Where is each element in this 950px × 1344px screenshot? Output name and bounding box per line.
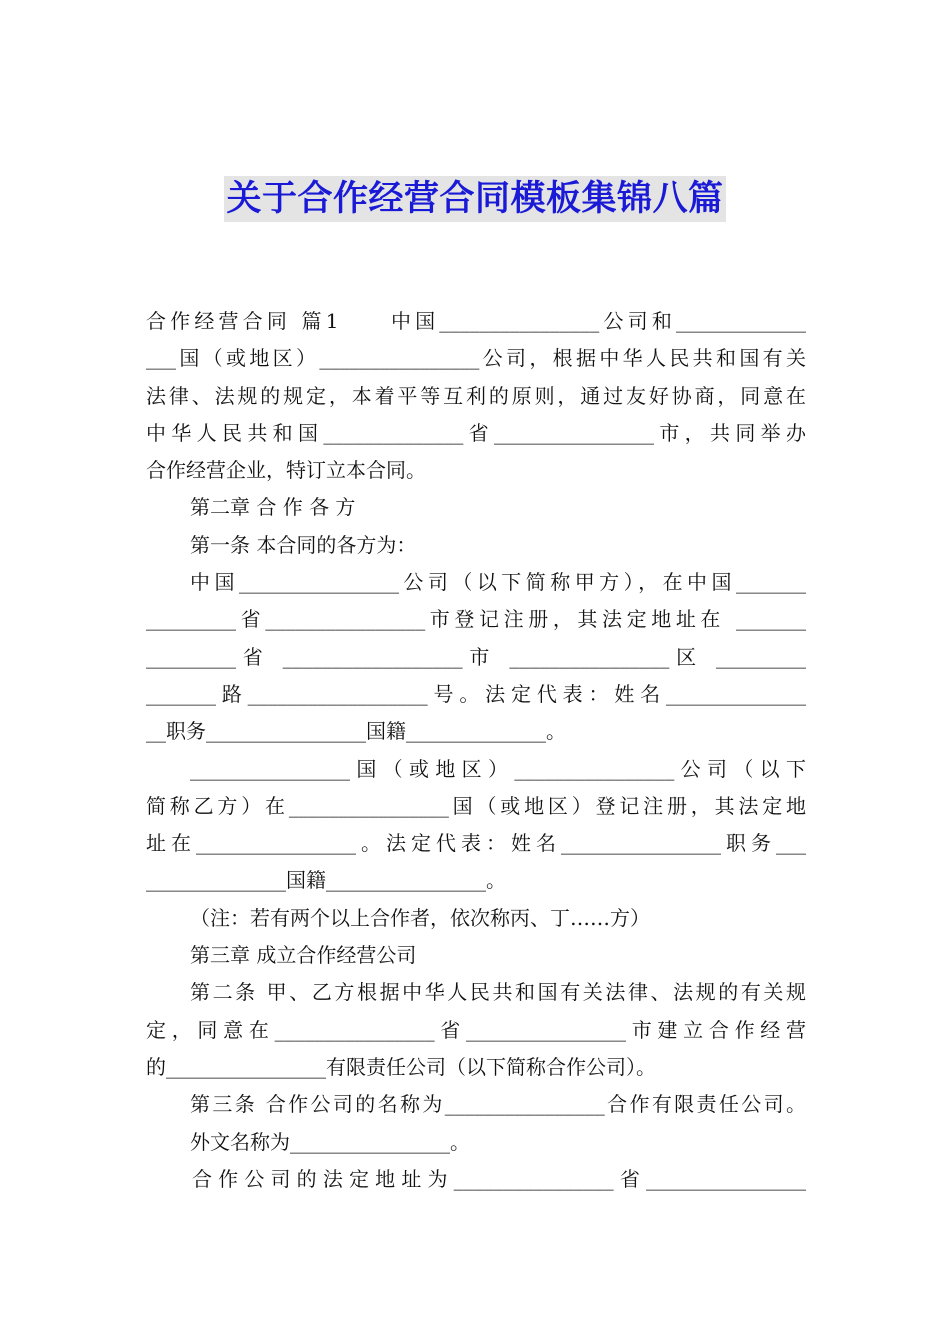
paragraph-line: 中华人民共和国______________省________________市，共同举办 — [146, 420, 806, 445]
paragraph-line: 址在________________。法定代表：姓名________________职务___ — [146, 831, 806, 856]
paragraph-line: _________省________________市登记注册，其法定地址在 _______ — [146, 607, 806, 632]
document-title: 关于合作经营合同模板集锦八篇 — [224, 176, 725, 222]
chapter-heading: 第三章 成立合作经营公司 — [190, 943, 417, 968]
paragraph-line: 中国________________公司（以下简称甲方），在中国_______ — [190, 570, 806, 595]
note-line: （注：若有两个以上合作者，依次称丙、丁……方） — [190, 905, 650, 930]
paragraph-line: ___国（或地区）________________公司，根据中华人民共和国有关 — [146, 346, 806, 371]
paragraph-line: _______路__________________号。法定代表：姓名______________ — [146, 681, 806, 706]
paragraph-line: __职务________________国籍______________。 — [146, 719, 566, 744]
paragraph-line: 定，同意在________________省________________市建立合作经营 — [146, 1017, 806, 1042]
paragraph-line: 合作经营企业，特订立本合同。 — [146, 458, 426, 483]
paragraph-line: 的________________有限责任公司（以下简称合作公司）。 — [146, 1054, 656, 1079]
chapter-heading: 第二章 合 作 各 方 — [190, 495, 356, 520]
paragraph-line: _________省 __________________市 ________________区 _________ — [146, 644, 806, 669]
paragraph-line: 法律、法规的规定，本着平等互利的原则，通过友好协商，同意在 — [146, 383, 806, 408]
document-body — [146, 303, 806, 1198]
paragraph-line: ________________国（或地区）________________公司（以下 — [190, 756, 806, 781]
paragraph-line: 外文名称为________________。 — [190, 1129, 470, 1154]
paragraph-line: 简称乙方）在________________国（或地区）登记注册，其法定地 — [146, 793, 806, 818]
paragraph-line: 第三条 合作公司的名称为________________合作有限责任公司。 — [190, 1092, 806, 1117]
paragraph-line: 合作公司的法定地址为________________省________________ — [192, 1166, 806, 1191]
paragraph-line: 第二条 甲、乙方根据中华人民共和国有关法律、法规的有关规 — [190, 980, 806, 1005]
article-heading: 第一条 本合同的各方为： — [190, 532, 417, 557]
paragraph-line: ______________国籍________________。 — [146, 868, 506, 893]
title-container — [0, 176, 950, 222]
paragraph-line: 合作经营合同 篇1 中国________________公司和_____________ — [146, 309, 806, 333]
